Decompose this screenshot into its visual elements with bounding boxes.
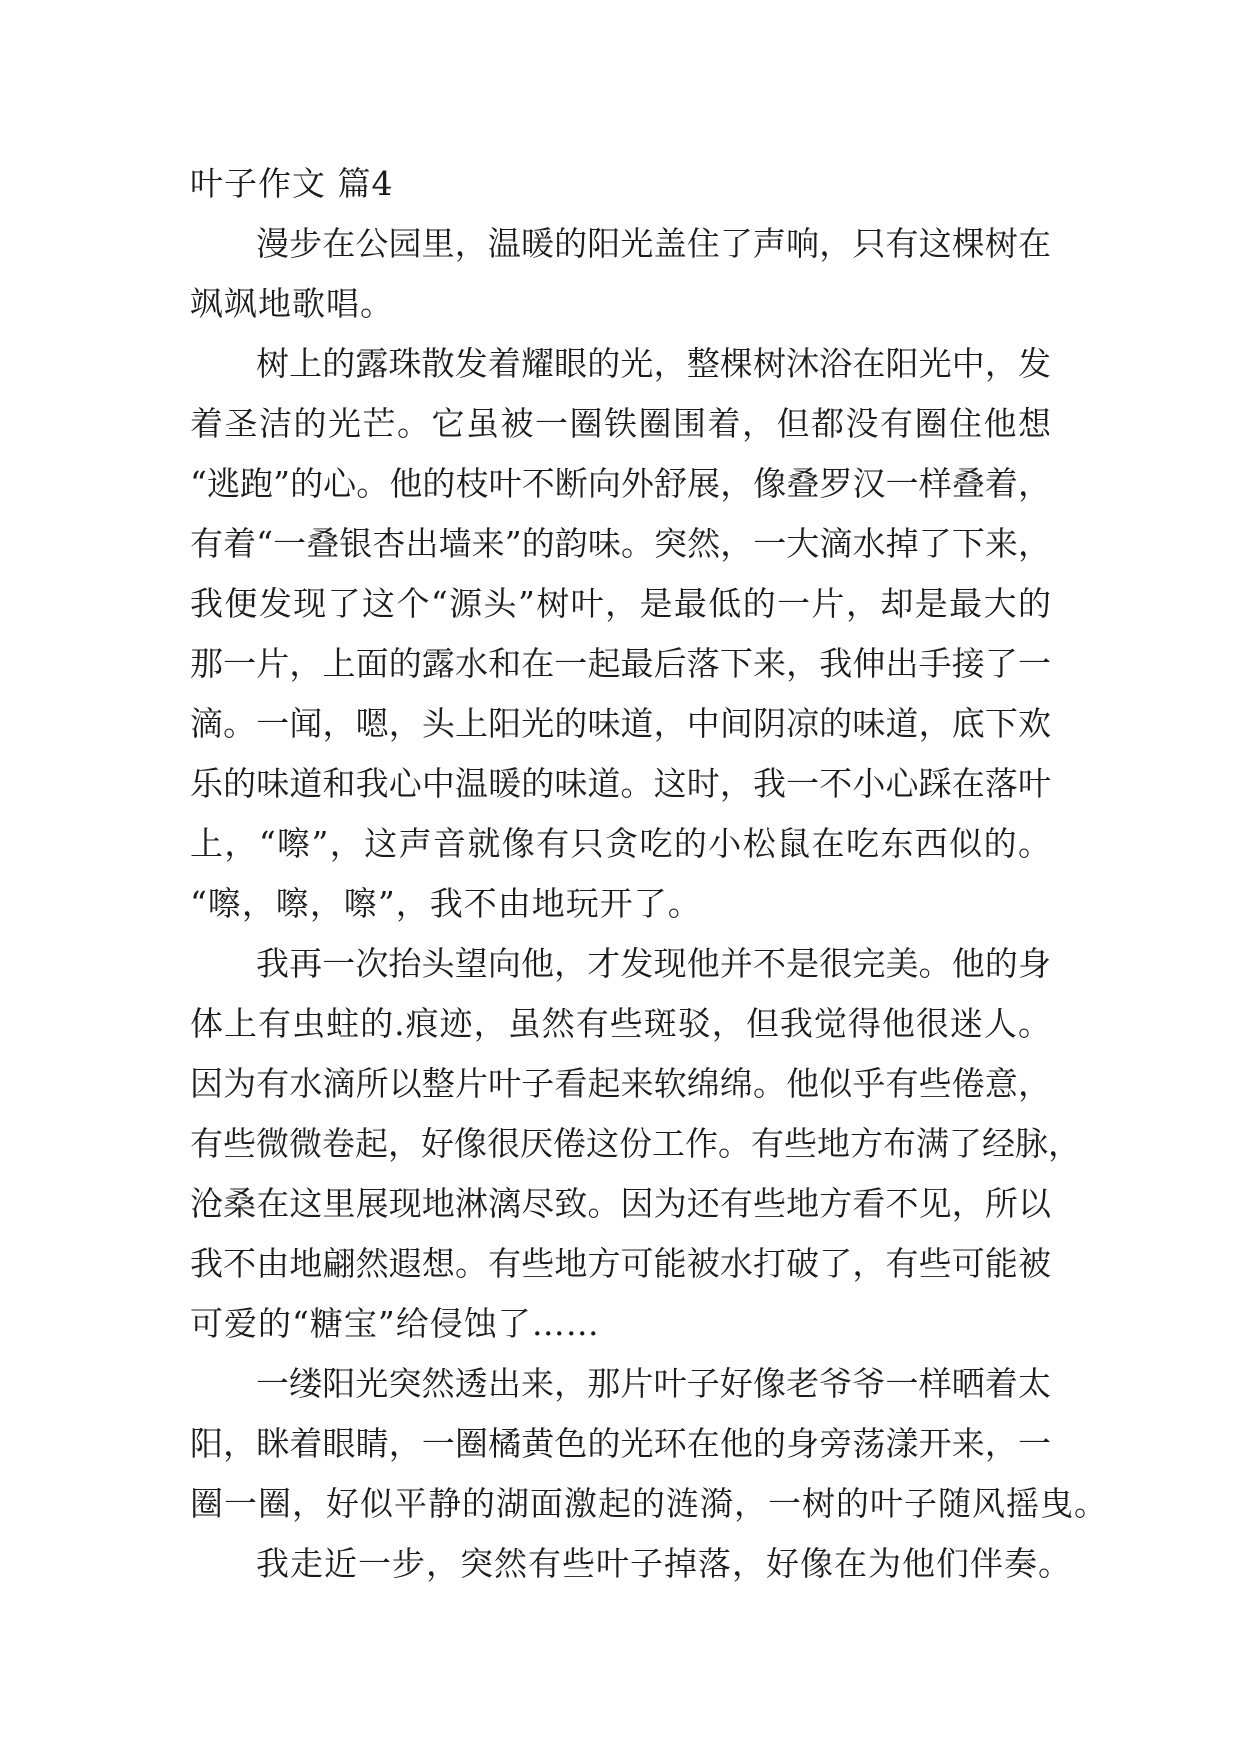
text-line: “逃跑”的心。他的枝叶不断向外舒展，像叠罗汉一样叠着， [190,464,1051,503]
paragraph-1 [190,214,1051,334]
text-line: 那一片，上面的露水和在一起最后落下来，我伸出手接了一 [190,644,1051,683]
paragraph-3 [190,934,1081,1354]
text-line: 漫步在公园里，温暖的阳光盖住了声响，只有这棵树在 [256,224,1051,263]
paragraph-2 [190,334,1051,934]
paragraph-5 [190,1534,1072,1594]
text-line: 圈一圈，好似平静的湖面激起的涟漪，一树的叶子随风摇曳。 [190,1484,1108,1523]
text-line: 我走近一步，突然有些叶子掉落，好像在为他们伴奏。 [256,1544,1072,1583]
essay-title: 叶子作文 篇4 [190,164,394,203]
text-line: 滴。一闻，嗯，头上阳光的味道，中间阴凉的味道，底下欢 [190,704,1051,743]
text-line: 我便发现了这个“源头”树叶，是最低的一片，却是最大的 [190,584,1051,623]
text-line: 可爱的“糖宝”给侵蚀了…… [190,1304,600,1343]
text-line: 阳，眯着眼睛，一圈橘黄色的光环在他的身旁荡漾开来，一 [190,1424,1051,1463]
text-line: 沧桑在这里展现地淋漓尽致。因为还有些地方看不见，所以 [190,1184,1051,1223]
text-line: 乐的味道和我心中温暖的味道。这时，我一不小心踩在落叶 [190,764,1051,803]
text-line: 着圣洁的光芒。它虽被一圈铁圈围着，但都没有圈住他想 [190,404,1051,443]
text-line: “嚓，嚓，嚓”，我不由地玩开了。 [190,884,702,923]
text-line: 因为有水滴所以整片叶子看起来软绵绵。他似乎有些倦意， [190,1064,1051,1103]
text-line: 有着“一叠银杏出墙来”的韵味。突然，一大滴水掉了下来， [190,524,1051,563]
text-line: 我再一次抬头望向他，才发现他并不是很完美。他的身 [256,944,1051,983]
text-line: 体上有虫蛀的.痕迹，虽然有些斑驳，但我觉得他很迷人。 [190,1004,1051,1043]
paragraph-4 [190,1354,1108,1534]
text-line: 上，“嚓”，这声音就像有只贪吃的小松鼠在吃东西似的。 [190,824,1051,863]
text-line: 有些微微卷起，好像很厌倦这份工作。有些地方布满了经脉， [190,1124,1081,1163]
text-line: 飒飒地歌唱。 [190,284,394,323]
text-line: 我不由地翩然遐想。有些地方可能被水打破了，有些可能被 [190,1244,1051,1283]
document-body [190,154,1108,1594]
text-line: 树上的露珠散发着耀眼的光，整棵树沐浴在阳光中，发 [256,344,1051,383]
text-line: 一缕阳光突然透出来，那片叶子好像老爷爷一样晒着太 [256,1364,1051,1403]
